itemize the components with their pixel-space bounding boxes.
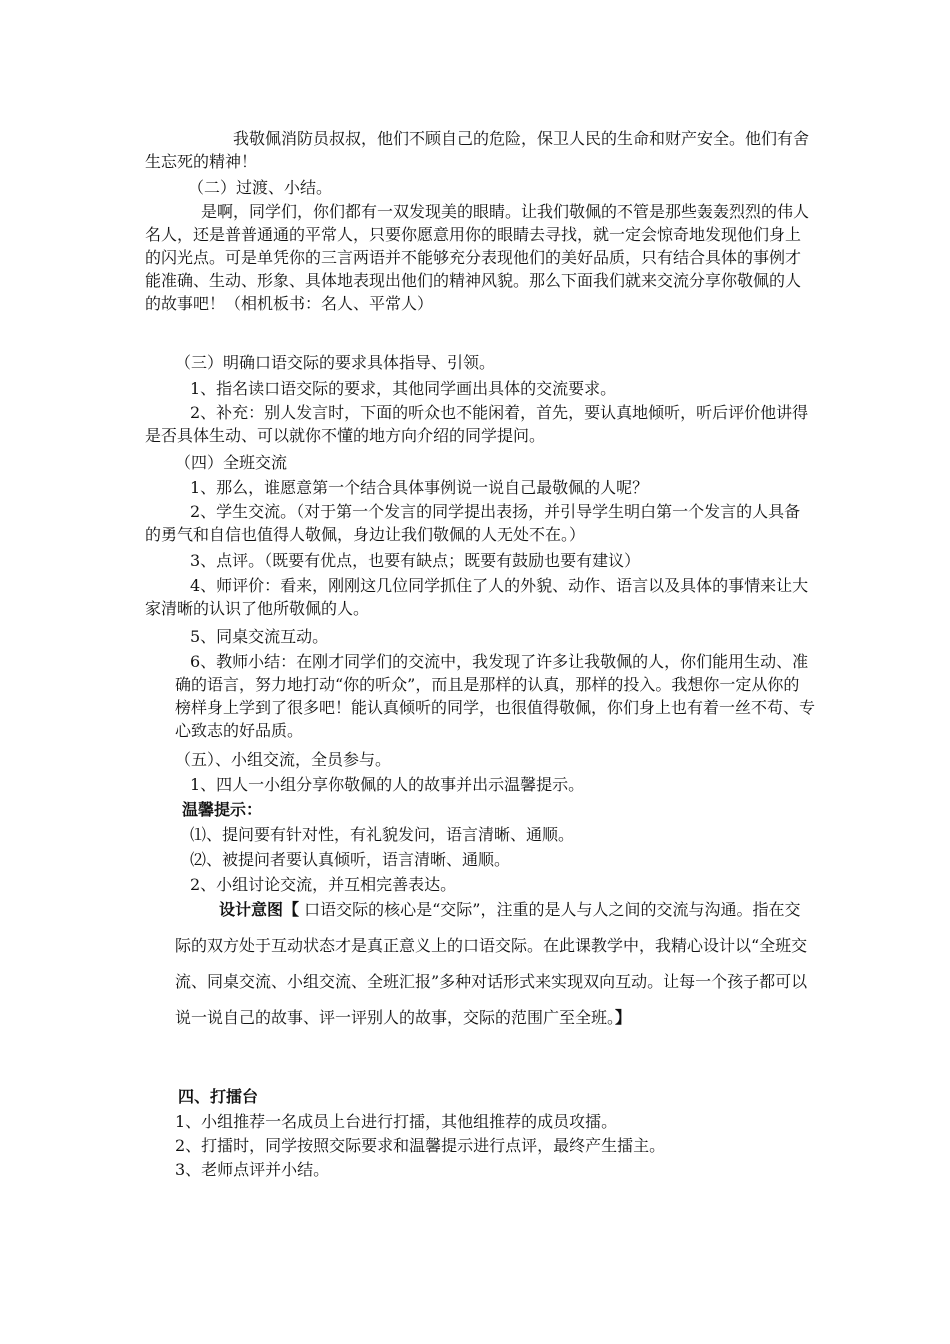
heading-transition: （二）过渡、小结。	[188, 178, 333, 197]
item-exchange-1: 1、那么，谁愿意第一个结合具体事例说一说自己最敬佩的人呢？	[190, 478, 649, 497]
heading-class-exchange: （四）全班交流	[175, 453, 288, 472]
paragraph-firefighter: 我敬佩消防员叔叔，他们不顾自己的危险，保卫人民的生命和财产安全。他们有舍生忘死的精神！	[145, 129, 810, 171]
design-intent-close: 】	[615, 1008, 632, 1027]
item-exchange-3: 3、点评。（既要有优点，也要有缺点；既要有鼓励也要有建议）	[190, 551, 641, 570]
tips-heading: 温馨提示：	[182, 800, 263, 819]
item-exchange-5: 5、同桌交流互动。	[190, 627, 329, 646]
item-exchange-4: 4、师评价：看来，刚刚这几位同学抓住了人的外貌、动作、语言以及具体的事情来让大家清晰的认识了他所敬佩的人。	[145, 576, 809, 618]
item-requirements-2: 2、补充：别人发言时，下面的听众也不能闲着，首先，要认真地倾听，听后评价他讲得是否具体生动、可以就你不懂的地方向介绍的同学提问。	[145, 403, 809, 445]
item-group-1: 1、四人一小组分享你敬佩的人的故事并出示温馨提示。	[190, 775, 585, 794]
design-intent-text: 口语交际的核心是“交际”，注重的是人与人之间的交流与沟通。指在交际的双方处于互动状态才是真正意义上的口语交际。在此课教学中，我精心设计以“全班交流、同桌交流、小组交流、全班汇报”多种对话形式来实现双向互动。让每一个孩子都可以说一说自己的故事、评一评别人的故事，交际的范围广至全班。	[175, 900, 808, 1027]
heading-group-exchange: （五）、小组交流，全员参与。	[175, 750, 392, 769]
item-exchange-6: 6、教师小结：在刚才同学们的交流中，我发现了许多让我敬佩的人，你们能用生动、准确的语言，努力地打动“你的听众”，而且是那样的认真，那样的投入。我想你一定从你的榜样身上学到了很多吧！能认真倾听的同学，也很值得敬佩，你们身上也有着一丝不苟、专心致志的好品质。	[175, 652, 816, 740]
item-exchange-2: 2、学生交流。（对于第一个发言的同学提出表扬，并引导学生明白第一个发言的人具备的勇气和自信也值得人敬佩，身边让我们敬佩的人无处不在。）	[145, 502, 801, 544]
heading-arena: 四、打擂台	[178, 1087, 259, 1106]
heading-requirements: （三）明确口语交际的要求具体指导、引领。	[175, 353, 496, 372]
arena-item-1: 1、小组推荐一名成员上台进行打擂，其他组推荐的成员攻擂。	[175, 1112, 618, 1131]
item-requirements-1: 1、指名读口语交际的要求，其他同学画出具体的交流要求。	[190, 379, 617, 398]
arena-item-2: 2、打擂时，同学按照交际要求和温馨提示进行点评，最终产生擂主。	[175, 1136, 666, 1155]
design-intent-label: 设计意图【	[219, 900, 300, 919]
tip-2: ⑵、被提问者要认真倾听，语言清晰、通顺。	[190, 850, 511, 869]
arena-item-3: 3、老师点评并小结。	[175, 1160, 330, 1179]
paragraph-transition: 是啊，同学们，你们都有一双发现美的眼睛。让我们敬佩的不管是那些轰轰烈烈的伟人名人，还是普普通通的平常人，只要你愿意用你的眼睛去寻找，就一定会惊奇地发现他们身上的闪光点。可是单凭你的三言两语并不能够充分表现他们的美好品质，只有结合具体的事例才能准确、生动、形象、具体地表现出他们的精神风貌。那么下面我们就来交流分享你敬佩的人的故事吧！（相机板书：名人、平常人）	[145, 202, 810, 313]
item-group-2: 2、小组讨论交流，并互相完善表达。	[190, 875, 457, 894]
design-intent	[175, 892, 815, 1036]
tip-1: ⑴、提问要有针对性，有礼貌发问，语言清晰、通顺。	[190, 825, 575, 844]
